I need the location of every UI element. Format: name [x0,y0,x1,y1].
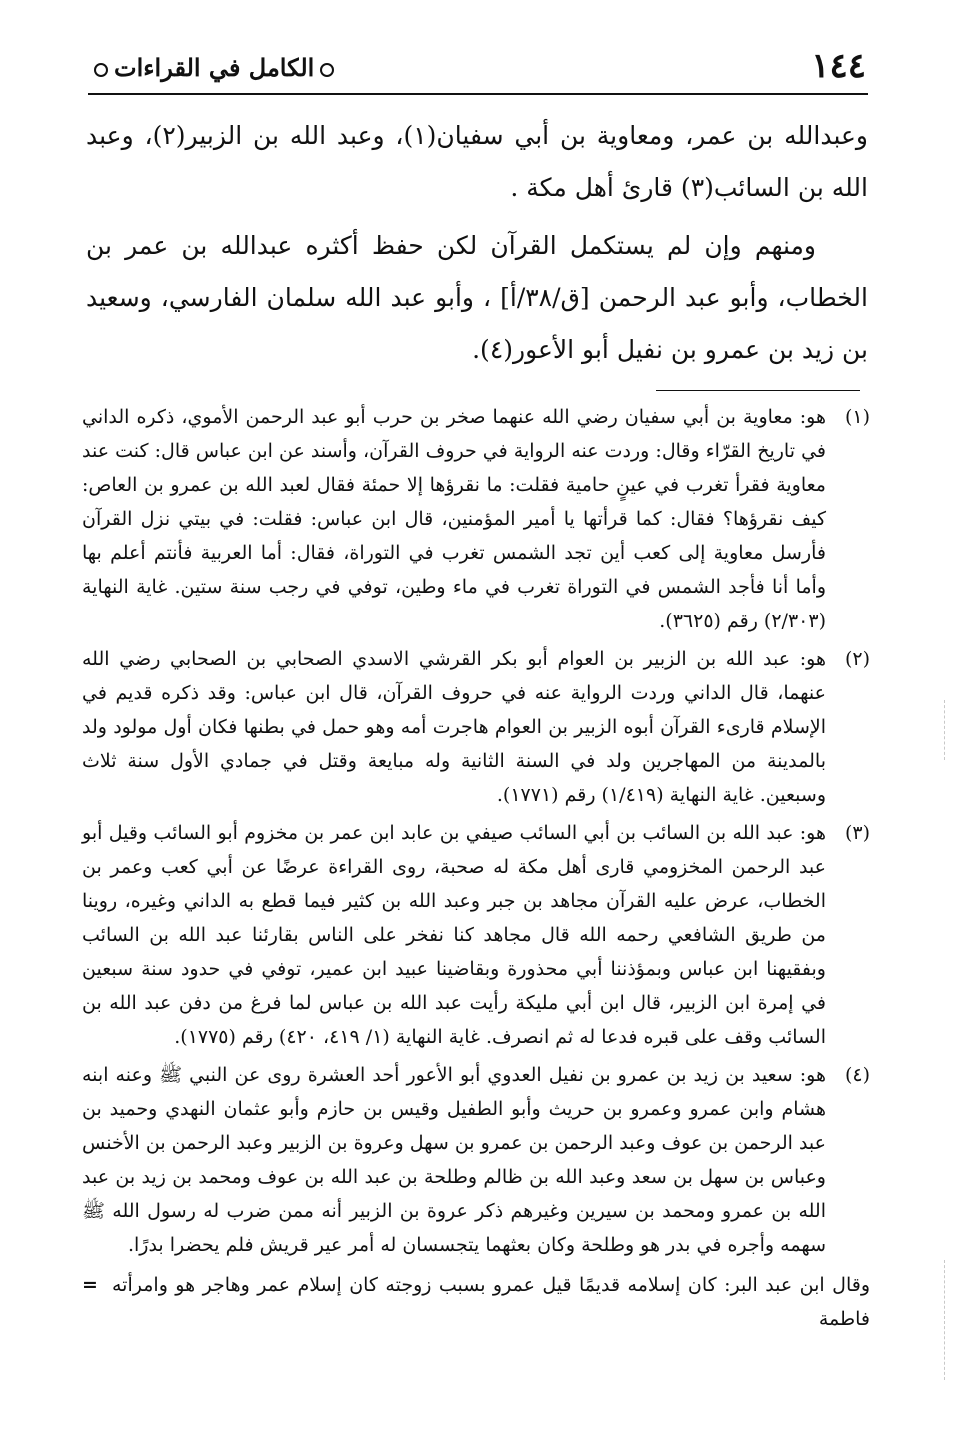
footnote-continuation [82,1268,870,1336]
main-paragraph-2: ومنهم وإن لم يستكمل القرآن لكن حفظ أكثره عبدالله بن عمر بن الخطاب، وأبو عبد الرحمن [ق/٣٨/أ] ، وأبو عبد الله سلمان الفارسي، وسعيد بن زيد بن عمرو بن نفيل أبو الأعور(٤). [86,231,868,364]
ring-ornament-icon [94,63,108,77]
scanner-mark [944,700,946,760]
page-header [88,46,866,92]
footnote-text: هو: معاوية بن أبي سفيان رضي الله عنهما صخر بن حرب أبو عبد الرحمن الأموي، ذكره الداني في تاريخ القرّاء وقال: وردت عنه الرواية في حروف القرآن، وأسند عن ابن عباس قال: كنت عند معاوية فقرأ تغرب في عينٍ حامية فقلت: ما نقرؤها إلا حمئة فقال لعبد الله بن عمرو بن العاص: كيف نقرؤها؟ فقال: كما قرأتها يا أمير المؤمنين، قال ابن عباس: فقلت: في بيتي نزل القرآن فأرسل معاوية إلى كعب أين تجد الشمس تغرب في التوراة، فقال: أما العربية فأنتم أعلم بها وأما أنا فأجد الشمس في التوراة تغرب في ماء وطين، توفي في رجب سنة ستين. غاية النهاية (٢/٣٠٣) رقم (٣٦٢٥). [82,406,826,632]
footnote-1 [82,400,870,638]
continuation-text: وقال ابن عبد البر: كان إسلامه قديمًا قيل عمرو بسبب زوجته كان إسلام عمر وهاجر هو وامرأته فاطمة [112,1274,870,1330]
scanner-mark [944,1260,946,1380]
running-title-text: الكامل في القراءات [114,53,315,82]
header-divider [88,93,868,95]
footnote-number: (٣) [844,822,870,844]
main-text [86,110,868,382]
continuation-mark: = [82,1274,98,1296]
footnote-text: هو: عبد الله بن السائب بن أبي السائب صيفي بن عابد ابن عمر بن مخزوم أبو السائب وقيل أبو عبد الرحمن المخزومي قارى أهل مكة له صحبة، روى القراءة عرضًا عن أبي كعب وعمر بن الخطاب، عرض عليه القرآن مجاهد بن جبر وعبد الله بن كثير فيما قطع به الداني وغيره، روينا من طريق الشافعي رحمه الله قال مجاهد كنا نفخر على الناس بقارئنا عبد الله بن السائب وبفقيهنا ابن عباس وبمؤذننا أبي محذورة وبقاضينا عبيد ابن عمير، توفي في حدود سنة سبعين في إمرة ابن الزبير، قال ابن أبي مليكة رأيت عبد الله بن عباس لما فرغ من دفن عبد الله بن السائب وقف على قبره فدعا له ثم انصرف. غاية النهاية (١/ ٤١٩، ٤٢٠) رقم (١٧٧٥). [82,822,826,1048]
footnote-4 [82,1058,870,1262]
footnote-text: هو: عبد الله بن الزبير بن العوام أبو بكر القرشي الاسدي الصحابي بن الصحابي رضي الله عنهما، قال الداني وردت الرواية عنه في حروف القرآن، قال ابن عباس: وقد ذكره قديم في الإسلام قارىء القرآن أبوه الزبير بن العوام هاجرت أمه وهو حمل في بطنها فكان أول مولود ولد بالمدينة من المهاجرين ولد في السنة الثانية وله مبايعة وقتل في جمادي الأول سنة ثلاث وسبعين. غاية النهاية (١/٤١٩) رقم (١٧٧١). [82,648,826,806]
main-paragraph-1: وعبدالله بن عمر، ومعاوية بن أبي سفيان(١)، وعبد الله بن الزبير(٢)، وعبد الله بن السائب(٣) قارئ أهل مكة . [86,121,868,202]
footnote-text: هو: سعيد بن زيد بن عمرو بن نفيل العدوي أبو الأعور أحد العشرة روى عن النبي ﷺ وعنه ابنه هشام وابن عمرو وعمرو بن حريث وأبو الطفيل وقيس بن حازم وأبو عثمان النهدي وحميد بن عبد الرحمن بن عوف وعبد الرحمن بن عمرو بن سهل وعروة بن الزبير وعبد الرحمن بن الأخنس وعباس بن سهل بن سعد وعبد الله بن ظالم وطلحة بن عبد الله بن عوف ومحمد بن زيد بن عبد الله بن عمرو ومحمد بن سيرين وغيرهم ذكر عروة بن الزبير أنه ممن ضرب له رسول الله ﷺ سهمه وأجره في بدر هو وطلحة وكان بعثهما يتجسسان له أمر عير قريش فلم يحضرا بدرًا. [82,1064,826,1256]
footnotes [82,400,870,1336]
footnote-separator [656,390,860,391]
footnote-3 [82,816,870,1054]
footnote-number: (١) [844,406,870,428]
page-number: ١٤٤ [811,46,866,86]
footnote-number: (٤) [844,1064,870,1086]
footnote-number: (٢) [844,648,870,670]
running-title [88,52,340,84]
ring-ornament-icon [320,63,334,77]
footnote-2 [82,642,870,812]
